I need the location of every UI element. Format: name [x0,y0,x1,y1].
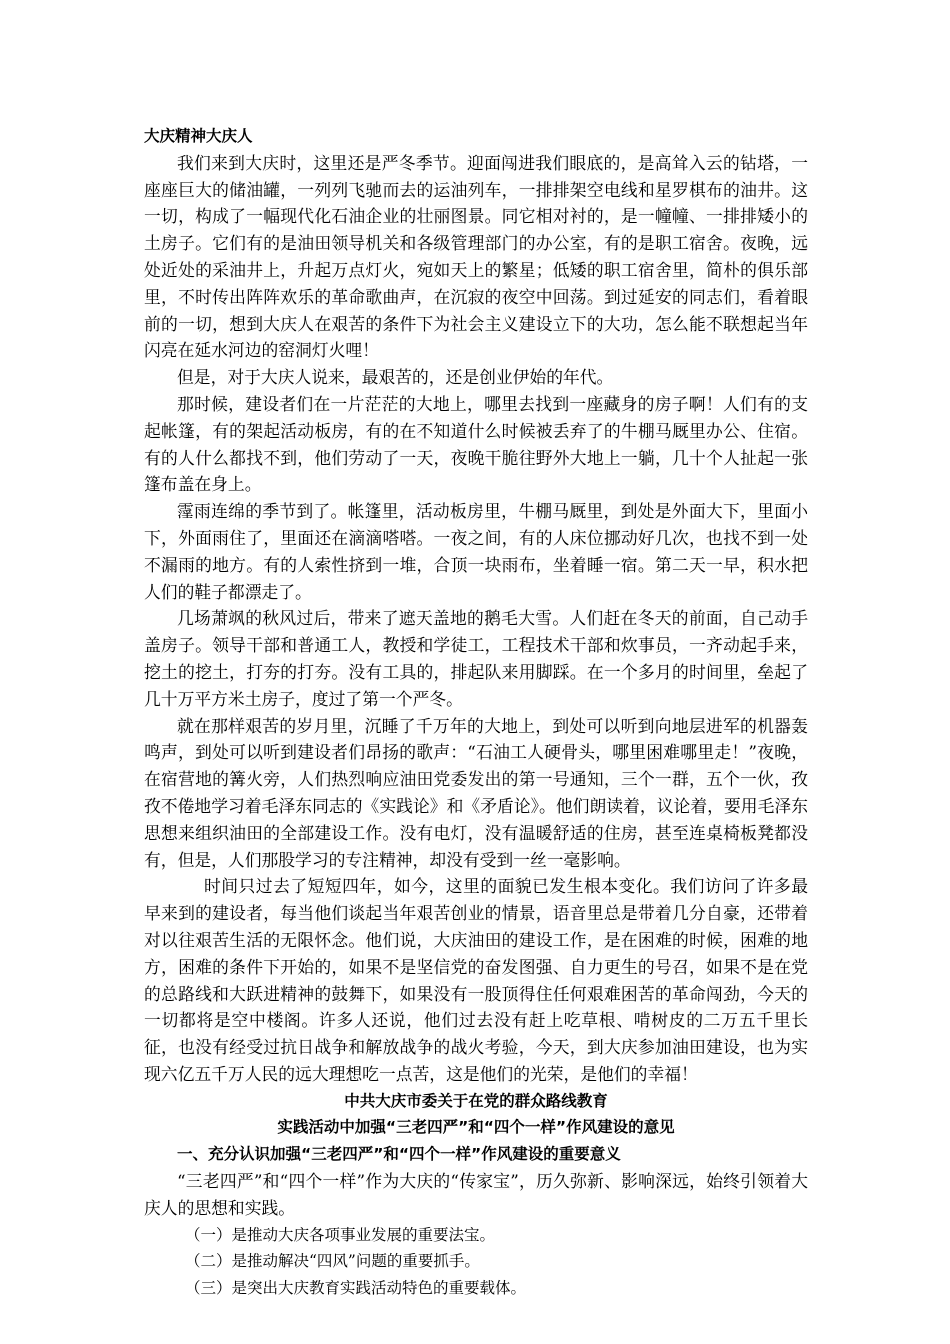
article-title: 大庆精神大庆人 [144,127,253,145]
list-item: （二）是推动解决“四风”问题的重要抓手。 [185,1252,480,1271]
section-title: 一、充分认识加强“三老四严”和“四个一样”作风建设的重要意义 [177,1145,621,1164]
article-paragraph: 霪雨连绵的季节到了。帐篷里，活动板房里，牛棚马厩里，到处是外面大下，里面小下，外面雨住了，里面还在滴滴嗒嗒。一夜之间，有的人床位挪动好几次，也找不到一处不漏雨的地方。有的人索性挤到一堆，合顶一块雨布，坐着睡一宿。第二天一早，积水把人们的鞋子都漂走了。 [144,501,808,602]
article-paragraph: 时间只过去了短短四年，如今，这里的面貌已发生根本变化。我们访问了许多最早来到的建设者，每当他们谈起当年艰苦创业的情景，语音里总是带着几分自豪，还带着对以往艰苦生活的无限怀念。他们说，大庆油田的建设工作，是在困难的时候，困难的地方，困难的条件下开始的，如果不是坚信党的奋发图强、自力更生的号召，如果不是在党的总路线和大跃进精神的鼓舞下，如果没有一股顶得住任何艰难困苦的革命闯劲，今天的一切都将是空中楼阁。许多人还说，他们过去没有赶上吃草根、啃树皮的二万五千里长征，也没有经受过抗日战争和解放战争的战火考验，今天，到大庆参加油田建设，也为实现六亿五千万人民的远大理想吃一点苦，这是他们的光荣，是他们的幸福！ [144,876,808,1084]
article-paragraph: 就在那样艰苦的岁月里，沉睡了千万年的大地上，到处可以听到向地层进军的机器轰鸣声，到处可以听到建设者们昂扬的歌声：“石油工人硬骨头，哪里困难哪里走！”夜晚，在宿营地的篝火旁，人们热烈响应油田党委发出的第一号通知，三个一群，五个一伙，孜孜不倦地学习着毛泽东同志的《实践论》和《矛盾论》。他们朗读着，议论着，要用毛泽东思想来组织油田的全部建设工作。没有电灯，没有温暖舒适的住房，甚至连桌椅板凳都没有，但是，人们那股学习的专注精神，却没有受到一丝一毫影响。 [144,715,808,870]
opinion-heading-line2: 实践活动中加强“三老四严”和“四个一样”作风建设的意见 [277,1118,675,1137]
article-paragraph: 但是，对于大庆人说来，最艰苦的，还是创业伊始的年代。 [177,367,614,388]
article-paragraph: 几场萧飒的秋风过后，带来了遮天盖地的鹅毛大雪。人们赶在冬天的前面，自己动手盖房子。领导干部和普通工人，教授和学徒工，工程技术干部和炊事员，一齐动起手来，挖土的挖土，打夯的打夯。没有工具的，排起队来用脚踩。在一个多月的时间里，垒起了几十万平方米土房子，度过了第一个严冬。 [144,608,808,709]
list-item: （三）是突出大庆教育实践活动特色的重要载体。 [185,1279,527,1298]
list-item: （一）是推动大庆各项事业发展的重要法宝。 [185,1225,496,1244]
document-page [144,123,808,1302]
opinion-heading-line1: 中共大庆市委关于在党的群众路线教育 [344,1091,608,1110]
article-paragraph: 我们来到大庆时，这里还是严冬季节。迎面闯进我们眼底的，是高耸入云的钻塔，一座座巨大的储油罐，一列列飞驰而去的运油列车，一排排架空电线和星罗棋布的油井。这一切，构成了一幅现代化石油企业的壮丽图景。同它相对衬的，是一幢幢、一排排矮小的土房子。它们有的是油田领导机关和各级管理部门的办公室，有的是职工宿舍。夜晚，远处近处的采油井上，升起万点灯火，宛如天上的繁星；低矮的职工宿舍里，简朴的俱乐部里，不时传出阵阵欢乐的革命歌曲声，在沉寂的夜空中回荡。到过延安的同志们，看着眼前的一切，想到大庆人在艰苦的条件下为社会主义建设立下的大功，怎么能不联想起当年闪亮在延水河边的窑洞灯火哩！ [144,152,808,361]
section-paragraph: “三老四严”和“四个一样”作为大庆的“传家宝”，历久弥新、影响深远，始终引领着大庆人的思想和实践。 [144,1171,808,1218]
article-paragraph: 那时候，建设者们在一片茫茫的大地上，哪里去找到一座藏身的房子啊！人们有的支起帐篷，有的架起活动板房，有的在不知道什么时候被丢弃了的牛棚马厩里办公、住宿。有的人什么都找不到，他们劳动了一天，夜晚干脆往野外大地上一躺，几十个人扯起一张篷布盖在身上。 [144,393,808,495]
